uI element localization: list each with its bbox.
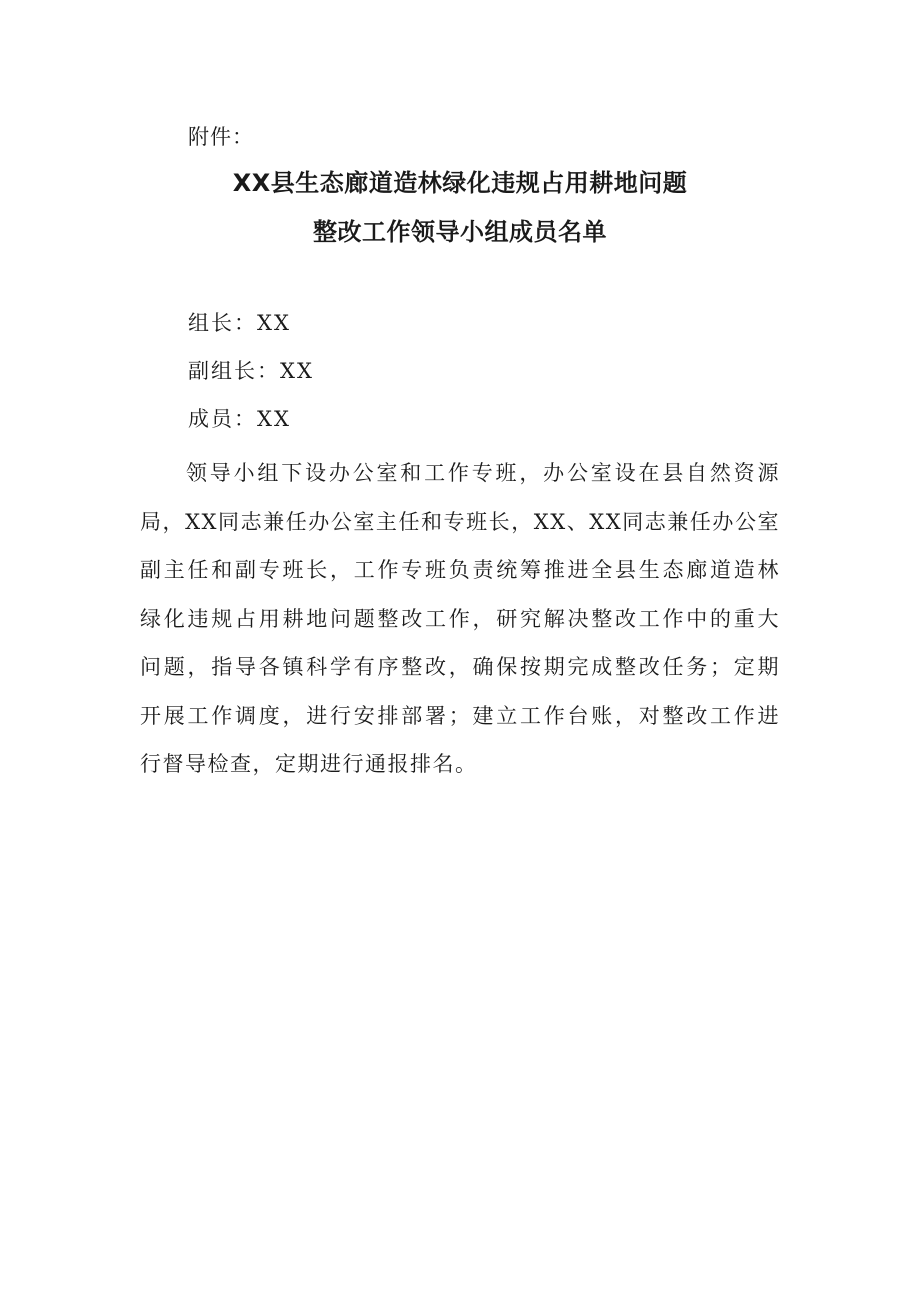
body-line: 开展工作调度，进行安排部署；建立工作台账，对整改工作进 <box>140 703 780 728</box>
body-line: 绿化违规占用耕地问题整改工作，研究解决整改工作中的重大 <box>140 606 780 631</box>
document-title-line-1: XX县生态廊道造林绿化违规占用耕地问题 <box>232 169 688 197</box>
body-paragraph <box>140 449 780 789</box>
members-line: 成员：XX <box>188 407 291 431</box>
document-title-line-2: 整改工作领导小组成员名单 <box>313 218 607 246</box>
body-line: 领导小组下设办公室和工作专班，办公室设在县自然资源 <box>186 461 780 485</box>
attachment-label: 附件： <box>188 125 254 149</box>
body-line: 行督导检查，定期进行通报排名。 <box>140 752 478 776</box>
leader-line: 组长：XX <box>188 311 291 335</box>
deputy-leader-line: 副组长：XX <box>188 359 314 383</box>
body-line: 副主任和副专班长，工作专班负责统筹推进全县生态廊道造林 <box>140 558 780 582</box>
body-line: 问题，指导各镇科学有序整改，确保按期完成整改任务；定期 <box>140 655 780 679</box>
body-line: 局，XX同志兼任办公室主任和专班长，XX、XX同志兼任办公室 <box>140 509 780 534</box>
